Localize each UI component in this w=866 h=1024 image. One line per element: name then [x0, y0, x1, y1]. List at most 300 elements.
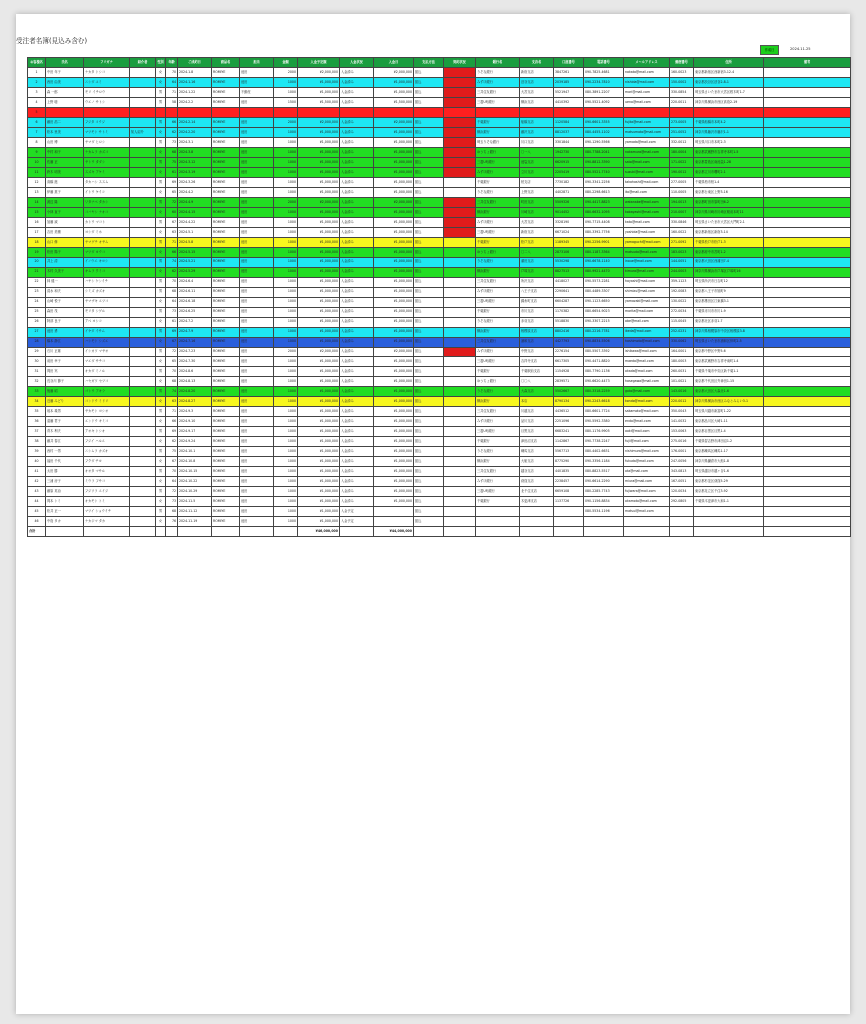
cell-kana: マツモト サトミ [84, 128, 130, 138]
table-row[interactable] [28, 227, 851, 237]
cell-zip: 183-0023 [670, 247, 694, 257]
cell-name: 福田 千代 [46, 457, 84, 467]
cell-date: 2024.8.27 [178, 397, 212, 407]
cell-kana: モリ イチロウ [84, 88, 130, 98]
cell-mail: maeda@mail.com [624, 357, 670, 367]
cell-contract [444, 317, 476, 327]
cell-amount: 1500 [274, 98, 298, 108]
cell-zip: 330-0062 [670, 337, 694, 347]
cell-amount: 1000 [274, 188, 298, 198]
cell-addr: 東京都練馬区練馬1-17 [694, 447, 764, 457]
cell-tel: 090-5573-2281 [584, 277, 624, 287]
cell-pay: ¥2,000,000 [298, 347, 340, 357]
total-cell [84, 526, 130, 536]
cell-src [130, 347, 156, 357]
cell-contract [444, 417, 476, 427]
cell-mail: yamaguchi@mail.com [624, 237, 670, 247]
cell-sex: 男 [156, 158, 166, 168]
total-cell [178, 526, 212, 536]
cell-method: 振込 [414, 158, 444, 168]
cell-zip: 160-0022 [670, 227, 694, 237]
cell-name: 森 一郎 [46, 88, 84, 98]
cell-bank: りそな銀行 [476, 68, 520, 78]
cell-zip: 141-0032 [670, 417, 694, 427]
cell-no: 18 [28, 237, 46, 247]
cell-date: 2024.2.2 [178, 98, 212, 108]
cell-src [130, 387, 156, 397]
cell-pday: ¥1,000,000 [374, 227, 414, 237]
cell-mail: ikeda@mail.com [624, 327, 670, 337]
column-header: 担当 [240, 58, 274, 68]
cell-method: 振込 [414, 277, 444, 287]
table-row[interactable] [28, 257, 851, 267]
cell-staff: 池田 [240, 178, 274, 188]
cell-date: 2024.5.21 [178, 257, 212, 267]
cell-zip: 164-0001 [670, 347, 694, 357]
cell-zip: 167-0051 [670, 477, 694, 487]
cell-addr: 東京都武蔵野市吉祥寺南町1-4 [694, 357, 764, 367]
cell-pday: ¥1,000,000 [374, 387, 414, 397]
cell-product: ROMIYE [212, 516, 240, 526]
table-row[interactable] [28, 507, 851, 517]
cell-mail: fujita@mail.com [624, 118, 670, 128]
table-row[interactable] [28, 68, 851, 78]
cell-contract [444, 497, 476, 507]
column-header: 契約状況 [444, 58, 476, 68]
cell-tel: 090-7738-2247 [584, 437, 624, 447]
cell-status: 入金済み [340, 88, 374, 98]
table-row[interactable] [28, 317, 851, 327]
cell-mail: aoki@mail.com [624, 427, 670, 437]
cell-age: 76 [166, 516, 178, 526]
table-row[interactable] [28, 497, 851, 507]
cell-tel: 090-1290-5566 [584, 138, 624, 148]
cell-staff: 池田 [240, 78, 274, 88]
cell-method: 振込 [414, 68, 444, 78]
cell-pday: ¥1,000,000 [374, 148, 414, 158]
table-row[interactable] [28, 477, 851, 487]
table-row[interactable] [28, 108, 851, 118]
cell-src [130, 168, 156, 178]
cell-sex: 女 [156, 317, 166, 327]
table-row[interactable] [28, 447, 851, 457]
cell-sex: 女 [156, 417, 166, 427]
cell-branch: 北千住支店 [520, 487, 554, 497]
cell-pay: ¥1,000,000 [298, 477, 340, 487]
cell-pday: ¥1,000,000 [374, 307, 414, 317]
cell-mail: watanabe@mail.com [624, 197, 670, 207]
cell-mail: endo@mail.com [624, 417, 670, 427]
cell-zip: 350-0043 [670, 407, 694, 417]
cell-contract [444, 207, 476, 217]
cell-zip: 247-0056 [670, 457, 694, 467]
total-cell [694, 526, 764, 536]
cell-bank: みずほ銀行 [476, 287, 520, 297]
cell-zip: 120-0034 [670, 487, 694, 497]
cell-product: ROMIYE [212, 207, 240, 217]
cell-product [212, 108, 240, 118]
cell-product: ROMIYE [212, 427, 240, 437]
cell-age: 68 [166, 377, 178, 387]
cell-pday: ¥1,000,000 [374, 497, 414, 507]
table-row[interactable] [28, 367, 851, 377]
cell-pday: ¥1,000,000 [374, 287, 414, 297]
cell-tel: 080-1187-3364 [584, 247, 624, 257]
cell-contract [444, 367, 476, 377]
cell-product: ROMIYE [212, 397, 240, 407]
cell-pay: ¥1,000,000 [298, 447, 340, 457]
cell-no: 28 [28, 337, 46, 347]
cell-branch: 相模原支店 [520, 327, 554, 337]
cell-date: 2024.10.8 [178, 457, 212, 467]
cell-contract [444, 467, 476, 477]
table-row[interactable] [28, 437, 851, 447]
table-row[interactable] [28, 128, 851, 138]
cell-mail: takahashi@mail.com [624, 178, 670, 188]
cell-tel: 090-6678-1140 [584, 257, 624, 267]
cell-staff: 池田 [240, 367, 274, 377]
cell-contract [444, 68, 476, 78]
cell-acct: 9014452 [554, 207, 584, 217]
cell-branch: 荻窪支店 [520, 477, 554, 487]
cell-mail: ueno@mail.com [624, 98, 670, 108]
cell-mail: hayashi@mail.com [624, 277, 670, 287]
cell-mail: kimura@mail.com [624, 267, 670, 277]
table-row[interactable] [28, 178, 851, 188]
cell-pay: ¥2,000,000 [298, 118, 340, 128]
cell-pday: ¥1,000,000 [374, 487, 414, 497]
table-row[interactable] [28, 357, 851, 367]
cell-age: 69 [166, 327, 178, 337]
cell-sex: 女 [156, 337, 166, 347]
cell-date: 2024.11.19 [178, 516, 212, 526]
cell-status: 入金済み [340, 487, 374, 497]
cell-tel: 090-4471-8820 [584, 357, 624, 367]
cell-staff [240, 108, 274, 118]
cell-addr: 埼玉県越谷市越ヶ谷1-6 [694, 467, 764, 477]
cell-note [764, 516, 851, 526]
cell-staff: 池田 [240, 98, 274, 108]
cell-amount: 1000 [274, 307, 298, 317]
cell-note [764, 437, 851, 447]
cell-sex: 女 [156, 397, 166, 407]
cell-addr: 埼玉県川口市本町2-3 [694, 138, 764, 148]
table-row[interactable] [28, 397, 851, 407]
table-row[interactable] [28, 457, 851, 467]
cell-staff: 池田 [240, 247, 274, 257]
table-row[interactable] [28, 88, 851, 98]
cell-amount: 1000 [274, 487, 298, 497]
cell-branch: 横浜支店 [520, 98, 554, 108]
column-header: 金額 [274, 58, 298, 68]
cell-sex: 男 [156, 447, 166, 457]
cell-zip: 153-0063 [670, 427, 694, 437]
table-row[interactable] [28, 407, 851, 417]
cell-pday: ¥1,000,000 [374, 188, 414, 198]
cell-tel: 080-5521-7740 [584, 168, 624, 178]
cell-pay: ¥1,000,000 [298, 307, 340, 317]
table-row[interactable] [28, 467, 851, 477]
cell-age: 65 [166, 357, 178, 367]
cell-mail: yamazaki@mail.com [624, 297, 670, 307]
cell-no: 23 [28, 287, 46, 297]
cell-zip: 251-0052 [670, 128, 694, 138]
cell-kana: カトウ マコト [84, 217, 130, 227]
table-row[interactable] [28, 267, 851, 277]
cell-pday: ¥1,000,000 [374, 477, 414, 487]
table-row[interactable] [28, 387, 851, 397]
cell-tel: 080-8823-5517 [584, 467, 624, 477]
cell-age: 62 [166, 128, 178, 138]
table-row[interactable] [28, 98, 851, 108]
cell-branch: 赤羽支店 [520, 317, 554, 327]
cell-pday: ¥1,000,000 [374, 397, 414, 407]
cell-src [130, 108, 156, 118]
cell-acct: 1170382 [554, 307, 584, 317]
cell-sex: 女 [156, 247, 166, 257]
cell-contract [444, 487, 476, 497]
cell-bank: りそな銀行 [476, 317, 520, 327]
column-header: 入金予定額 [298, 58, 340, 68]
cell-bank: 三井住友銀行 [476, 197, 520, 207]
table-row[interactable] [28, 197, 851, 207]
cell-mail: okada@mail.com [624, 367, 670, 377]
cell-addr: 東京都八王子市旭町9 [694, 287, 764, 297]
table-row[interactable] [28, 168, 851, 178]
cell-no: 31 [28, 367, 46, 377]
table-row[interactable] [28, 138, 851, 148]
cell-product: ROMIYE [212, 447, 240, 457]
cell-pay: ¥1,000,000 [298, 267, 340, 277]
cell-kana: イノウエ キヨシ [84, 257, 130, 267]
cell-status: 入金済み [340, 158, 374, 168]
cell-pay: ¥1,000,000 [298, 88, 340, 98]
cell-status: 入金済み [340, 347, 374, 357]
cell-pay: ¥1,000,000 [298, 397, 340, 407]
cell-status: 入金済み [340, 317, 374, 327]
cell-addr: 千葉県市川市市川1-9 [694, 307, 764, 317]
cell-src [130, 88, 156, 98]
cell-staff: 池田 [240, 118, 274, 128]
cell-mail: sato@mail.com [624, 158, 670, 168]
cell-bank: 三井住友銀行 [476, 88, 520, 98]
cell-tel: 080-2298-6613 [584, 188, 624, 198]
cell-tel: 090-5521-4092 [584, 98, 624, 108]
cell-sex: 女 [156, 188, 166, 198]
table-row[interactable] [28, 487, 851, 497]
cell-bank: 三井住友銀行 [476, 337, 520, 347]
cell-product: ROMIYE [212, 138, 240, 148]
cell-acct: 1189345 [554, 237, 584, 247]
cell-kana: オカダ ミノル [84, 367, 130, 377]
cell-sex: 女 [156, 516, 166, 526]
table-row[interactable] [28, 148, 851, 158]
cell-sex: 男 [156, 407, 166, 417]
cell-age: 71 [166, 237, 178, 247]
cell-pday: ¥2,000,000 [374, 118, 414, 128]
cell-note [764, 118, 851, 128]
cell-staff: 池田 [240, 297, 274, 307]
cell-note [764, 447, 851, 457]
cell-sex: 男 [156, 367, 166, 377]
cell-addr: 東京都豊島区南池袋1-28 [694, 158, 764, 168]
cell-contract [444, 277, 476, 287]
cell-branch: 越谷支店 [520, 467, 554, 477]
cell-branch: 目黒支店 [520, 427, 554, 437]
cell-src [130, 437, 156, 447]
cell-date: 2024.11.12 [178, 507, 212, 517]
cell-mail: nakamura@mail.com [624, 148, 670, 158]
table-row[interactable] [28, 247, 851, 257]
cell-method: 振込 [414, 417, 444, 427]
cell-addr: 東京都北区赤羽1-7 [694, 317, 764, 327]
cell-method: 振込 [414, 237, 444, 247]
table-row[interactable] [28, 427, 851, 437]
cell-pday [374, 507, 414, 517]
table-row[interactable] [28, 417, 851, 427]
cell-age: 68 [166, 507, 178, 517]
cell-bank: みずほ銀行 [476, 347, 520, 357]
cell-no: 42 [28, 477, 46, 487]
table-row[interactable] [28, 277, 851, 287]
cell-amount: 1000 [274, 178, 298, 188]
cell-note [764, 477, 851, 487]
cell-contract [444, 387, 476, 397]
cell-branch: 立川支店 [520, 168, 554, 178]
cell-name: 清水 和夫 [46, 287, 84, 297]
cell-amount: 1000 [274, 277, 298, 287]
table-row[interactable] [28, 158, 851, 168]
cell-tel: 080-6601-7724 [584, 407, 624, 417]
cell-pday: ¥1,000,000 [374, 257, 414, 267]
cell-contract [444, 377, 476, 387]
cell-date: 2024.2.14 [178, 118, 212, 128]
cell-mail [624, 108, 670, 118]
cell-pay: ¥1,000,000 [298, 277, 340, 287]
cell-contract [444, 447, 476, 457]
cell-status: 入金済み [340, 457, 374, 467]
cell-note [764, 377, 851, 387]
cell-sex: 女 [156, 168, 166, 178]
table-row[interactable] [28, 118, 851, 128]
cell-tel: 090-4417-8823 [584, 197, 624, 207]
cell-age: 70 [166, 68, 178, 78]
cell-age: 70 [166, 367, 178, 377]
table-row[interactable] [28, 307, 851, 317]
cell-method: 振込 [414, 447, 444, 457]
cell-sex: 男 [156, 487, 166, 497]
table-row[interactable] [28, 327, 851, 337]
cell-bank: りそな銀行 [476, 188, 520, 198]
cell-method: 振込 [414, 477, 444, 487]
cell-bank: 千葉銀行 [476, 437, 520, 447]
cell-method: 振込 [414, 297, 444, 307]
cell-note [764, 367, 851, 377]
cell-kana: ヤマダ ヒロシ [84, 138, 130, 148]
table-row[interactable] [28, 377, 851, 387]
cell-kana: ヤマザキ エツコ [84, 297, 130, 307]
cell-mail: hasegawa@mail.com [624, 377, 670, 387]
cell-kana: マツダ ヨウコ [84, 247, 130, 257]
table-row[interactable] [28, 337, 851, 347]
table-row[interactable] [28, 347, 851, 357]
cell-bank: みずほ銀行 [476, 417, 520, 427]
cell-zip: 180-0003 [670, 357, 694, 367]
cell-src [130, 178, 156, 188]
cell-kana: フジイ ハルエ [84, 437, 130, 447]
table-row[interactable] [28, 516, 851, 526]
cell-method: 振込 [414, 347, 444, 357]
cell-kana: ミウラ フサコ [84, 477, 130, 487]
cell-pay: ¥1,000,000 [298, 357, 340, 367]
cell-product: ROMIYE [212, 317, 240, 327]
cell-mail: fukuda@mail.com [624, 457, 670, 467]
cell-branch: 〇一八 [520, 148, 554, 158]
cell-mail: kondo@mail.com [624, 397, 670, 407]
cell-note [764, 188, 851, 198]
cell-tel: 090-6614-2290 [584, 477, 624, 487]
cell-tel: 080-3392-7756 [584, 227, 624, 237]
cell-amount: 1000 [274, 516, 298, 526]
cell-contract [444, 407, 476, 417]
cell-bank: 横浜銀行 [476, 128, 520, 138]
table-row[interactable] [28, 217, 851, 227]
table-row[interactable] [28, 207, 851, 217]
cell-contract [444, 98, 476, 108]
column-header: 銀行名 [476, 58, 520, 68]
cell-contract [444, 168, 476, 178]
table-row[interactable] [28, 297, 851, 307]
cell-name: 前田 幸子 [46, 357, 84, 367]
cell-mail: miura@mail.com [624, 477, 670, 487]
table-row[interactable] [28, 188, 851, 198]
cell-sex: 男 [156, 98, 166, 108]
table-row[interactable] [28, 78, 851, 88]
cell-bank: 千葉銀行 [476, 178, 520, 188]
cell-staff: 池田 [240, 477, 274, 487]
cell-src [130, 297, 156, 307]
cell-note [764, 68, 851, 78]
cell-acct: 5502667 [554, 387, 584, 397]
table-row[interactable] [28, 237, 851, 247]
cell-src [130, 98, 156, 108]
cell-contract [444, 227, 476, 237]
cell-acct: 3328190 [554, 217, 584, 227]
cell-age: 62 [166, 437, 178, 447]
cell-staff: 池田 [240, 128, 274, 138]
cell-addr: 千葉県習志野市津田沼1-2 [694, 437, 764, 447]
cell-no: 3 [28, 88, 46, 98]
cell-branch: 木更津支店 [520, 497, 554, 507]
cell-src [130, 507, 156, 517]
table-row[interactable] [28, 287, 851, 297]
cell-method: 振込 [414, 88, 444, 98]
cell-name: 遠藤 君子 [46, 417, 84, 427]
cell-acct: 2238457 [554, 477, 584, 487]
cell-pay: ¥1,000,000 [298, 487, 340, 497]
cell-addr: 埼玉県さいたま市大宮区桜木町1-7 [694, 88, 764, 98]
cell-kana: ハヤシ ケンイチ [84, 277, 130, 287]
cell-sex: 男 [156, 287, 166, 297]
cell-zip: 330-0846 [670, 217, 694, 227]
cell-branch: 松戸支店 [520, 237, 554, 247]
cell-sex: 女 [156, 148, 166, 158]
cell-status: 入金済み [340, 237, 374, 247]
cell-zip: 176-0001 [670, 447, 694, 457]
cell-tel: 080-2285-7743 [584, 487, 624, 497]
cell-status: 入金済み [340, 497, 374, 507]
cell-age: 64 [166, 477, 178, 487]
